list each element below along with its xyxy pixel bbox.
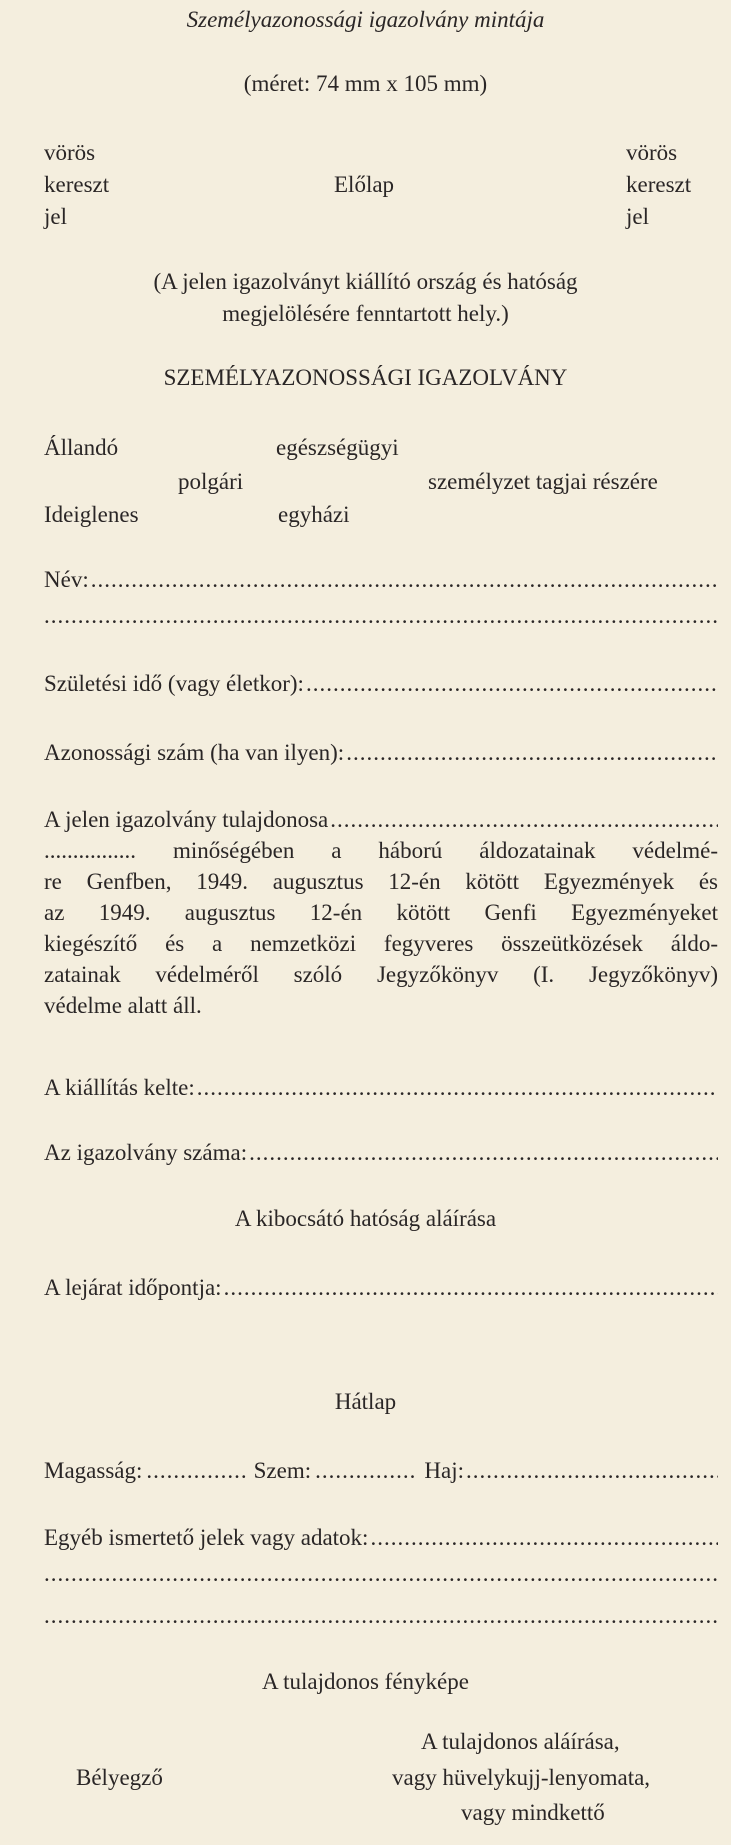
card-title: SZEMÉLYAZONOSSÁGI IGAZOLVÁNY (163, 365, 568, 390)
red-cross-right-line3: jel (626, 204, 649, 229)
card-number-field (44, 1141, 718, 1164)
red-cross-left-line1: vörös (44, 140, 96, 165)
expiry-label: A lejárat időpontja: (44, 1275, 222, 1300)
hair-dots (466, 1459, 718, 1482)
name-field (44, 568, 718, 591)
back-side-label: Hátlap (334, 1389, 397, 1414)
card-number-label: Az igazolvány száma: (44, 1140, 248, 1165)
red-cross-left-line2: kereszt (44, 172, 110, 197)
other-marks-dots-line3 (44, 1604, 718, 1627)
other-marks-dots (370, 1526, 718, 1549)
holder-paragraph (44, 835, 718, 1021)
expiry-field (44, 1276, 718, 1299)
holder-line4: kiegészítő és a nemzetközi fegyveres összeütközések áldo- (44, 931, 718, 956)
eye-label: Szem: (253, 1458, 312, 1483)
authority-signature-label: A kibocsátó hatóság aláírása (234, 1206, 497, 1231)
height-dots: ............... (146, 1458, 248, 1483)
height-label: Magasság: (44, 1458, 143, 1483)
holder-line5: zatainak védelméről szóló Jegyzőkönyv (I. Jegyzőkönyv) (44, 962, 718, 987)
other-marks-label: Egyéb ismertető jelek vagy adatok: (44, 1525, 369, 1550)
holder-signature-line1: A tulajdonos aláírása, (421, 1729, 620, 1754)
holder-dots (330, 808, 718, 831)
health-label: egészségügyi (276, 435, 399, 460)
birth-field (44, 672, 718, 695)
expiry-dots (224, 1276, 718, 1299)
temporary-label: Ideiglenes (44, 502, 139, 527)
holder-line2: re Genfben, 1949. augusztus 12-én kötött Egyezmények és (44, 869, 718, 894)
church-label: egyházi (278, 502, 350, 527)
photo-label: A tulajdonos fényképe (262, 1669, 469, 1694)
red-cross-right-line1: vörös (626, 140, 678, 165)
stamp-label: Bélyegző (76, 1765, 163, 1790)
red-cross-right-line2: kereszt (626, 172, 692, 197)
issue-date-dots (197, 1076, 718, 1099)
id-number-dots (346, 741, 718, 764)
physical-data-field (44, 1459, 718, 1482)
hair-label: Haj: (424, 1458, 464, 1483)
holder-line3: az 1949. augusztus 12-én kötött Genfi Egyezményeket (44, 900, 718, 925)
name-dots (91, 568, 718, 591)
other-marks-field (44, 1526, 718, 1549)
name-dots-line2 (44, 604, 718, 627)
holder-field (44, 808, 718, 831)
card-number-dots (249, 1141, 718, 1164)
front-side-label: Előlap (334, 172, 395, 197)
holder-signature-line2: vagy hüvelykujj-lenyomata, (392, 1765, 651, 1790)
issue-date-label: A kiállítás kelte: (44, 1075, 195, 1100)
red-cross-left-line3: jel (44, 204, 67, 229)
issue-date-field (44, 1076, 718, 1099)
birth-dots (306, 672, 718, 695)
reserved-note-line2: megjelölésére fenntartott hely.) (222, 301, 509, 326)
eye-dots: ............... (315, 1458, 417, 1483)
card-size: (méret: 74 mm x 105 mm) (243, 71, 488, 96)
holder-label: A jelen igazolvány tulajdonosa (44, 807, 329, 832)
staff-label: személyzet tagjai részére (428, 469, 658, 494)
holder-signature-line3: vagy mindkettő (461, 1800, 605, 1825)
holder-line6: védelme alatt áll. (44, 993, 202, 1018)
birth-label: Születési idő (vagy életkor): (44, 671, 304, 696)
civil-label: polgári (178, 469, 244, 494)
reserved-note-line1: (A jelen igazolványt kiállító ország és hatóság (153, 269, 578, 294)
name-label: Név: (44, 567, 89, 592)
other-marks-dots-line2 (44, 1562, 718, 1585)
id-number-field (44, 741, 718, 764)
permanent-label: Állandó (44, 435, 119, 460)
document-title: Személyazonossági igazolvány mintája (186, 7, 545, 32)
holder-line1: ................ minőségében a háború áldozatainak védelmé- (44, 838, 718, 863)
id-number-label: Azonossági szám (ha van ilyen): (44, 740, 345, 765)
